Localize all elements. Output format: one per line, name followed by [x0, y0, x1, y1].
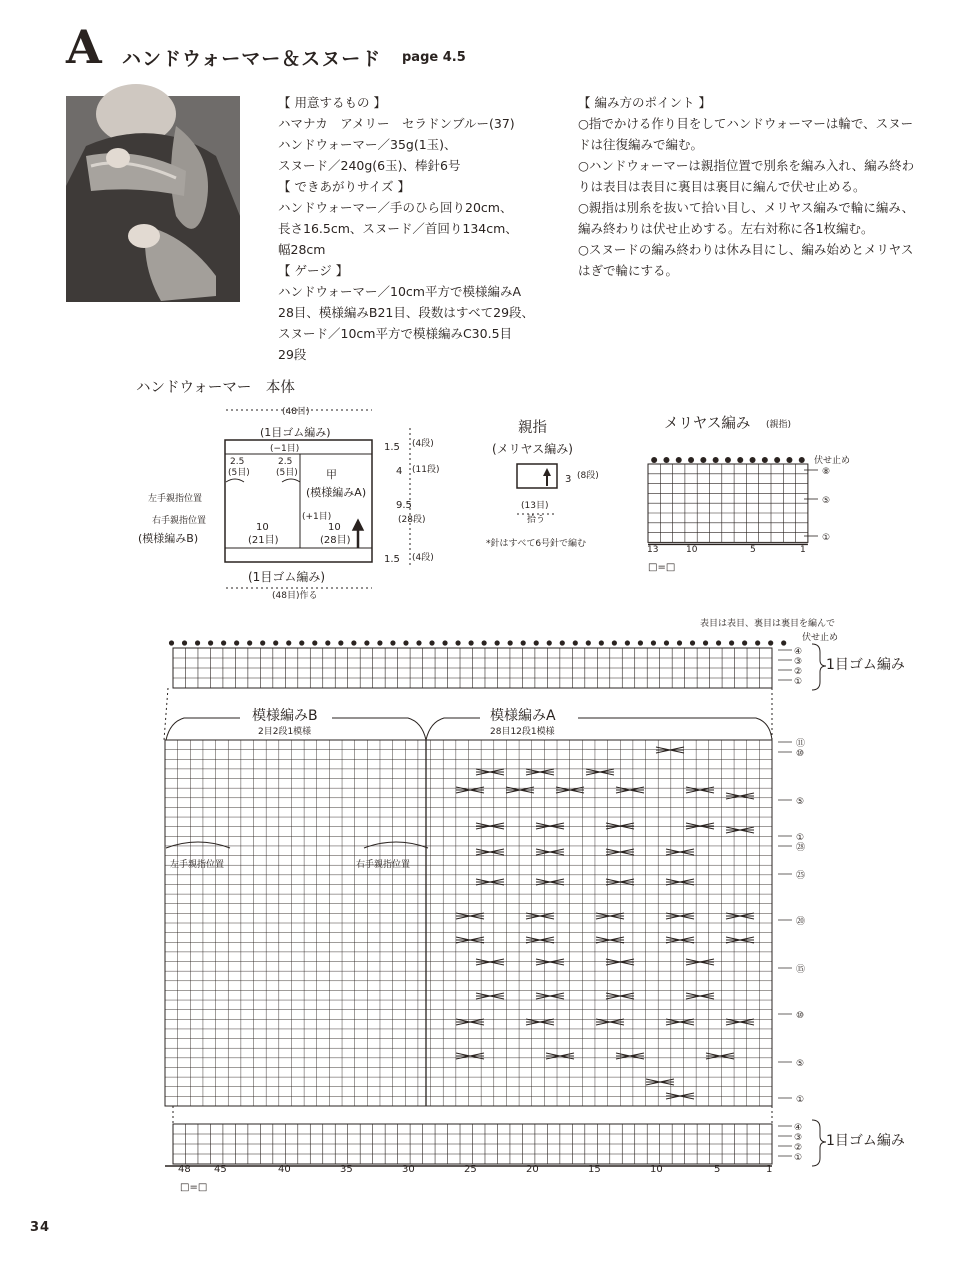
cable-cross [706, 1053, 734, 1059]
sch-bl-w: 10 [256, 522, 269, 533]
cable-cross [456, 913, 484, 919]
cable-cross [476, 879, 504, 885]
bind-off-dot [169, 640, 174, 645]
top-rib-row-label: ① [794, 677, 803, 687]
cable-cross [476, 959, 504, 965]
points-line: 編み終わりは伏せ止めする。左右対称に各1枚編む。 [578, 221, 874, 236]
body-row-label: ⑳ [796, 917, 806, 927]
sch-inc: (+1目) [302, 512, 332, 522]
cable-cross [666, 1093, 694, 1099]
bind-off-dot [612, 640, 617, 645]
cable-cross [606, 823, 634, 829]
bind-off-dot [429, 640, 434, 645]
bind-off-dot [364, 640, 369, 645]
cable-cross [646, 1079, 674, 1085]
bind-off-dot [221, 640, 226, 645]
bind-off-dot [468, 640, 473, 645]
bind-off-dot [547, 640, 552, 645]
sch-h1r: (4段) [412, 439, 434, 449]
bind-off-dot [286, 640, 291, 645]
bind-off-dot [234, 640, 239, 645]
bind-off-dot [273, 640, 278, 645]
pattern-b-sub: 2目2段1模様 [258, 727, 312, 737]
rib-brace [812, 1120, 826, 1166]
bind-off-dot [750, 457, 756, 463]
sch-h4r: (4段) [412, 553, 434, 563]
bind-off-dot [676, 457, 682, 463]
thumb-pick: 拾う [527, 515, 546, 525]
materials-block [278, 92, 534, 365]
sch-mid-w: 2.5 [278, 457, 293, 467]
bind-off-dot [774, 457, 780, 463]
top-rib-row-label: ③ [794, 657, 803, 667]
page-reference: page 4.5 [402, 50, 466, 65]
bind-off-dot [700, 457, 706, 463]
size-line: 幅28cm [278, 242, 326, 257]
cable-cross [456, 787, 484, 793]
bind-off-dot [688, 457, 694, 463]
cable-cross [596, 1019, 624, 1025]
column-label: 30 [402, 1164, 415, 1175]
sch-top-rib: (1目ゴム編み) [260, 426, 331, 439]
sch-pattern-b: (模様編みB) [138, 532, 199, 545]
bottom-rib-row-label: ③ [794, 1133, 803, 1143]
thumb-hr: (8段) [577, 471, 599, 481]
main-bind-off: 伏せ止め [802, 633, 839, 643]
bind-off-dot [521, 640, 526, 645]
bind-off-dot [508, 640, 513, 645]
main-legend: □=□ [180, 1182, 208, 1193]
gauge-line: 28目、模様編みB21目、段数はすべて29段、 [278, 305, 535, 320]
size-line: ハンドウォーマー／手のひら回り20cm、 [278, 200, 513, 215]
bind-off-dot [560, 640, 565, 645]
cable-cross [726, 827, 754, 833]
bind-off-dot [799, 457, 805, 463]
page-number: 34 [30, 1220, 51, 1235]
sch-mid-st: (5目) [276, 468, 298, 478]
body-row-label: ⑮ [796, 965, 806, 975]
bind-off-dot [737, 457, 743, 463]
sch-h3: 9.5 [396, 500, 412, 511]
bind-off-dot [573, 640, 578, 645]
main-chart-note: 表目は表目、裏目は裏目を編んで [700, 619, 836, 629]
bind-off-dot [762, 457, 768, 463]
sch-h3r: (28段) [398, 515, 426, 525]
sch-h4: 1.5 [384, 554, 400, 565]
cable-cross [536, 959, 564, 965]
sch-back-pattern: (模様編みA) [306, 486, 367, 499]
thumb-col-label: 5 [750, 545, 756, 555]
thumb-row-label: ① [822, 533, 831, 543]
main-right-thumb: 右手親指位置 [356, 860, 411, 870]
bind-off-dot [299, 640, 304, 645]
bind-off-dot [768, 640, 773, 645]
cable-cross [726, 913, 754, 919]
bind-off-dot [663, 457, 669, 463]
sch-left-thumb: 左手親指位置 [148, 494, 203, 504]
section-letter: A [66, 20, 102, 74]
sch-top-width: (48目) [282, 407, 310, 417]
sch-left-st: (5目) [228, 468, 250, 478]
main-left-thumb: 左手親指位置 [170, 860, 225, 870]
bind-off-dot [725, 457, 731, 463]
gauge-heading: 【 ゲージ 】 [278, 263, 349, 278]
materials-line: スヌード／240g(6玉)、棒針6号 [278, 158, 461, 173]
pattern-b-label: 模様編みB [252, 708, 318, 724]
points-line: りは表目は表目に裏目は裏目に編んで伏せ止める。 [578, 179, 866, 194]
body-row-label: ⑩ [796, 749, 805, 759]
bind-off-dot [786, 457, 792, 463]
bind-off-dot [455, 640, 460, 645]
cable-cross [606, 993, 634, 999]
cable-cross [606, 959, 634, 965]
cable-cross [536, 993, 564, 999]
materials-line: ハマナカ アメリー セラドンブルー(37) [278, 116, 515, 131]
page-title: ハンドウォーマー＆スヌード [122, 48, 382, 70]
size-heading: 【 できあがりサイズ 】 [278, 179, 410, 194]
column-label: 48 [178, 1164, 191, 1175]
bind-off-dot [638, 640, 643, 645]
bind-off-dot [195, 640, 200, 645]
bottom-rib-row-label: ④ [794, 1123, 803, 1133]
sch-right-thumb: 右手親指位置 [152, 516, 207, 526]
gauge-line: スヌード／10cm平方で模様編みC30.5目 [278, 326, 513, 341]
sch-left-w: 2.5 [230, 457, 245, 467]
thumb-row-label: ⑧ [822, 467, 831, 477]
bind-off-dot [312, 640, 317, 645]
cable-cross [536, 879, 564, 885]
cable-cross [476, 849, 504, 855]
thumb-h: 3 [565, 474, 572, 485]
thumb-chart-title: メリヤス編み [664, 416, 751, 432]
points-line: ドは往復編みで編む。 [578, 137, 704, 152]
sch-dec: (−1目) [270, 444, 300, 454]
cable-cross [686, 823, 714, 829]
bind-off-dot [338, 640, 343, 645]
sch-h1: 1.5 [384, 442, 400, 453]
bottom-rib-row-label: ② [794, 1143, 803, 1153]
column-label: 40 [278, 1164, 291, 1175]
cable-cross [686, 993, 714, 999]
thumb-row-label: ⑤ [822, 496, 831, 506]
points-line: はぎで輪にする。 [578, 263, 679, 278]
bind-off-dot [182, 640, 187, 645]
bind-off-dot [495, 640, 500, 645]
bottom-rib-label: 1目ゴム編み [826, 1133, 905, 1149]
points-line: ○ハンドウォーマーは親指位置で別糸を編み入れ、編み終わ [578, 158, 915, 173]
body-row-label: ① [796, 1095, 805, 1105]
thumb-legend: □=□ [648, 562, 676, 573]
cable-cross [616, 1053, 644, 1059]
bind-off-dot [442, 640, 447, 645]
cable-cross [596, 913, 624, 919]
cable-cross [666, 1019, 694, 1025]
cable-cross [536, 823, 564, 829]
cable-cross [726, 1019, 754, 1025]
body-row-label: ⑪ [796, 739, 806, 749]
thumb-chart-bind-off: 伏せ止め [814, 456, 851, 466]
column-label: 35 [340, 1164, 353, 1175]
cable-cross [686, 787, 714, 793]
body-row-label: ㉘ [796, 843, 806, 853]
bind-off-dot [716, 640, 721, 645]
bind-off-dot [664, 640, 669, 645]
cable-cross [476, 993, 504, 999]
points-line: ○親指は別糸を抜いて拾い目し、メリヤス編みで輪に編み、 [578, 200, 915, 215]
cable-cross [726, 793, 754, 799]
thumb-position-bracket [364, 842, 428, 848]
top-rib-label: 1目ゴム編み [826, 657, 905, 673]
pattern-a-sub: 28目12段1模様 [490, 727, 555, 737]
bind-off-dot [534, 640, 539, 645]
schematic-title: ハンドウォーマー 本体 [136, 380, 295, 396]
column-label: 45 [214, 1164, 227, 1175]
bind-off-dot [247, 640, 252, 645]
thumb-pattern: (メリヤス編み) [492, 442, 573, 456]
bind-off-dot [377, 640, 382, 645]
bind-off-dot [416, 640, 421, 645]
top-rib-row-label: ④ [794, 647, 803, 657]
points-heading: 【 編み方のポイント 】 [578, 95, 711, 110]
cable-cross [666, 913, 694, 919]
cable-cross [536, 849, 564, 855]
cable-cross [526, 913, 554, 919]
main-chart [160, 626, 950, 1196]
thumb-st: (13目) [521, 501, 549, 511]
bind-off-dot [390, 640, 395, 645]
sch-cast-on: (48目)作る [272, 591, 318, 601]
sch-br-st: (28目) [320, 535, 351, 546]
cable-cross [606, 849, 634, 855]
bind-off-dot [742, 640, 747, 645]
points-block [578, 92, 914, 281]
body-row-label: ㉕ [796, 871, 806, 881]
cable-cross [476, 769, 504, 775]
cable-cross [606, 879, 634, 885]
body-row-label: ① [796, 833, 805, 843]
cable-cross [456, 1053, 484, 1059]
sch-bl-st: (21目) [248, 535, 279, 546]
materials-heading: 【 用意するもの 】 [278, 95, 386, 110]
column-label: 15 [588, 1164, 601, 1175]
bind-off-dot [403, 640, 408, 645]
cable-cross [666, 879, 694, 885]
column-label: 25 [464, 1164, 477, 1175]
bind-off-dot [755, 640, 760, 645]
thumb-col-label: 10 [686, 545, 698, 555]
bind-off-dot [713, 457, 719, 463]
bind-off-dot [482, 640, 487, 645]
thumb-chart [640, 448, 900, 578]
bind-off-dot [690, 640, 695, 645]
size-line: 長さ16.5cm、スヌード／首回り134cm、 [278, 221, 518, 236]
body-row-label: ⑤ [796, 797, 805, 807]
cable-cross [546, 1053, 574, 1059]
sch-bottom-rib: (1目ゴム編み) [248, 570, 325, 584]
bind-off-dot [325, 640, 330, 645]
sch-back: 甲 [326, 468, 337, 481]
cable-cross [526, 1019, 554, 1025]
cable-cross [586, 769, 614, 775]
top-rib-row-label: ② [794, 667, 803, 677]
bind-off-dot [651, 640, 656, 645]
cable-cross [686, 959, 714, 965]
cable-cross [526, 769, 554, 775]
sch-h2r: (11段) [412, 465, 440, 475]
cable-cross [556, 787, 584, 793]
bind-off-dot [625, 640, 630, 645]
bind-off-dot [703, 640, 708, 645]
thumb-chart-sub: (親指) [766, 420, 792, 430]
thumb-col-label: 1 [800, 545, 806, 555]
points-line: ○スヌードの編み終わりは休み目にし、編み始めとメリヤス [578, 242, 914, 257]
body-row-label: ⑩ [796, 1011, 805, 1021]
cable-cross [506, 787, 534, 793]
bind-off-dot [651, 457, 657, 463]
bind-off-dot [351, 640, 356, 645]
materials-line: ハンドウォーマー／35g(1玉)、 [278, 137, 457, 152]
bind-off-dot [260, 640, 265, 645]
bind-off-dot [599, 640, 604, 645]
body-row-label: ⑤ [796, 1059, 805, 1069]
cable-cross [666, 849, 694, 855]
thumb-title: 親指 [518, 420, 547, 436]
sch-br-w: 10 [328, 522, 341, 533]
points-line: ○指でかける作り目をしてハンドウォーマーは輪で、スヌー [578, 116, 914, 131]
column-label: 5 [714, 1164, 721, 1175]
needle-note: *針はすべて6号針で編む [486, 539, 587, 549]
column-label: 1 [766, 1164, 773, 1175]
product-photo [66, 96, 240, 302]
thumb-position-bracket [166, 842, 230, 848]
handwarmer-schematic [130, 398, 440, 608]
thumb-col-label: 13 [647, 545, 659, 555]
sch-h2: 4 [396, 466, 403, 477]
column-label: 20 [526, 1164, 539, 1175]
rib-brace [812, 644, 826, 690]
gauge-line: ハンドウォーマー／10cm平方で模様編みA [278, 284, 522, 299]
pattern-a-label: 模様編みA [490, 708, 556, 724]
bind-off-dot [781, 640, 786, 645]
bind-off-dot [677, 640, 682, 645]
cable-cross [476, 823, 504, 829]
gauge-line: 29段 [278, 347, 307, 362]
cable-cross [656, 747, 684, 753]
pattern-a-bracket [426, 718, 772, 740]
cable-cross [616, 787, 644, 793]
bottom-rib-row-label: ① [794, 1153, 803, 1163]
bind-off-dot [729, 640, 734, 645]
bind-off-dot [586, 640, 591, 645]
column-label: 10 [650, 1164, 663, 1175]
cable-cross [456, 1019, 484, 1025]
bind-off-dot [208, 640, 213, 645]
